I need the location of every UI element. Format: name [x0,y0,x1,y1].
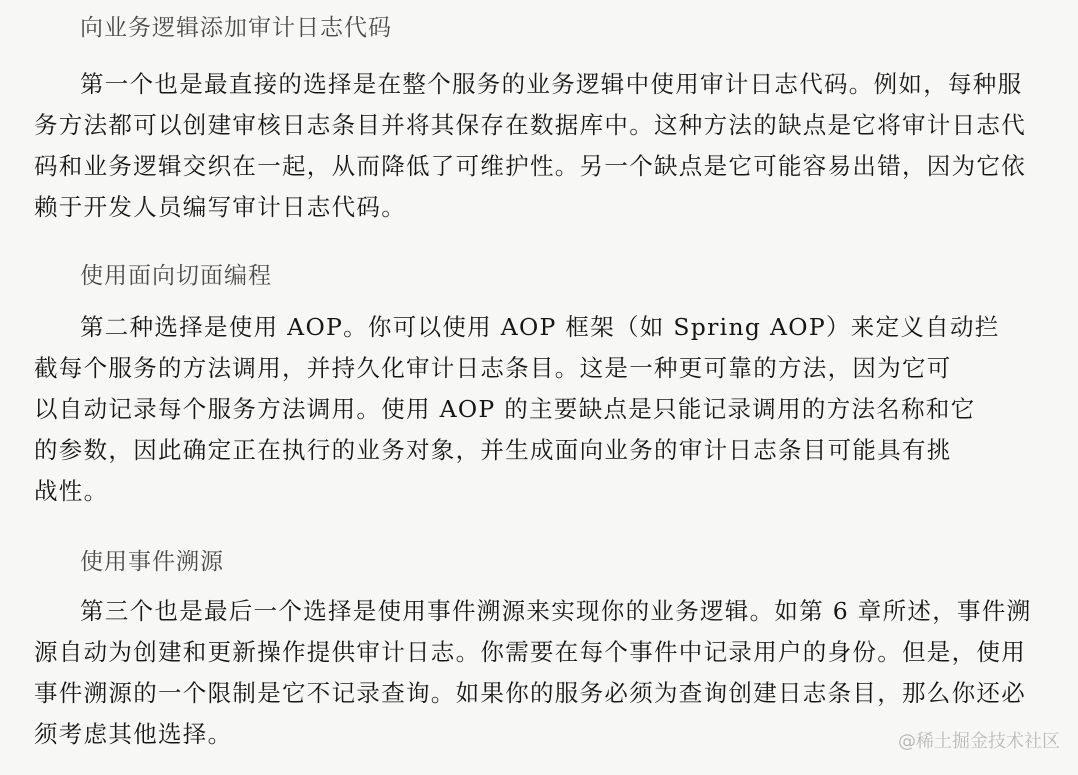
section-heading-event-sourcing: 使用事件溯源 [80,549,224,575]
paragraph-line: 战性。 [34,477,109,505]
paragraph-line: 的参数，因此确定正在执行的业务对象，并生成面向业务的审计日志条目可能具有挑 [34,436,952,464]
paragraph-business-logic [34,64,1060,228]
paragraph-line: 第三个也是最后一个选择是使用事件溯源来实现你的业务逻辑。如第 6 章所述，事件溯 [80,597,1032,625]
paragraph-line: 源自动为创建和更新操作提供审计日志。你需要在每个事件中记录用户的身份。但是，使用 [34,638,1026,666]
section-heading-business-logic: 向业务逻辑添加审计日志代码 [80,15,392,41]
paragraph-line: 第一个也是最直接的选择是在整个服务的业务逻辑中使用审计日志代码。例如，每种服 [80,70,1023,98]
paragraph-line: 截每个服务的方法调用，并持久化审计日志条目。这是一种更可靠的方法，因为它可 [34,354,952,382]
paragraph-aop [34,307,1060,512]
paragraph-line: 以自动记录每个服务方法调用。使用 AOP 的主要缺点是只能记录调用的方法名称和它 [34,395,976,423]
paragraph-line: 须考虑其他选择。 [34,720,233,748]
paragraph-line: 务方法都可以创建审核日志条目并将其保存在数据库中。这种方法的缺点是它将审计日志代 [34,111,1026,139]
paragraph-line: 事件溯源的一个限制是它不记录查询。如果你的服务必须为查询创建日志条目，那么你还必 [34,679,1026,707]
paragraph-line: 第二种选择是使用 AOP。你可以使用 AOP 框架（如 Spring AOP）来定义自动拦 [80,313,1000,341]
section-heading-aop: 使用面向切面编程 [80,263,272,289]
watermark: @稀土掘金技术社区 [898,731,1060,752]
paragraph-line: 赖于开发人员编写审计日志代码。 [34,193,406,221]
paragraph-line: 码和业务逻辑交织在一起，从而降低了可维护性。另一个缺点是它可能容易出错，因为它依 [34,152,1026,180]
